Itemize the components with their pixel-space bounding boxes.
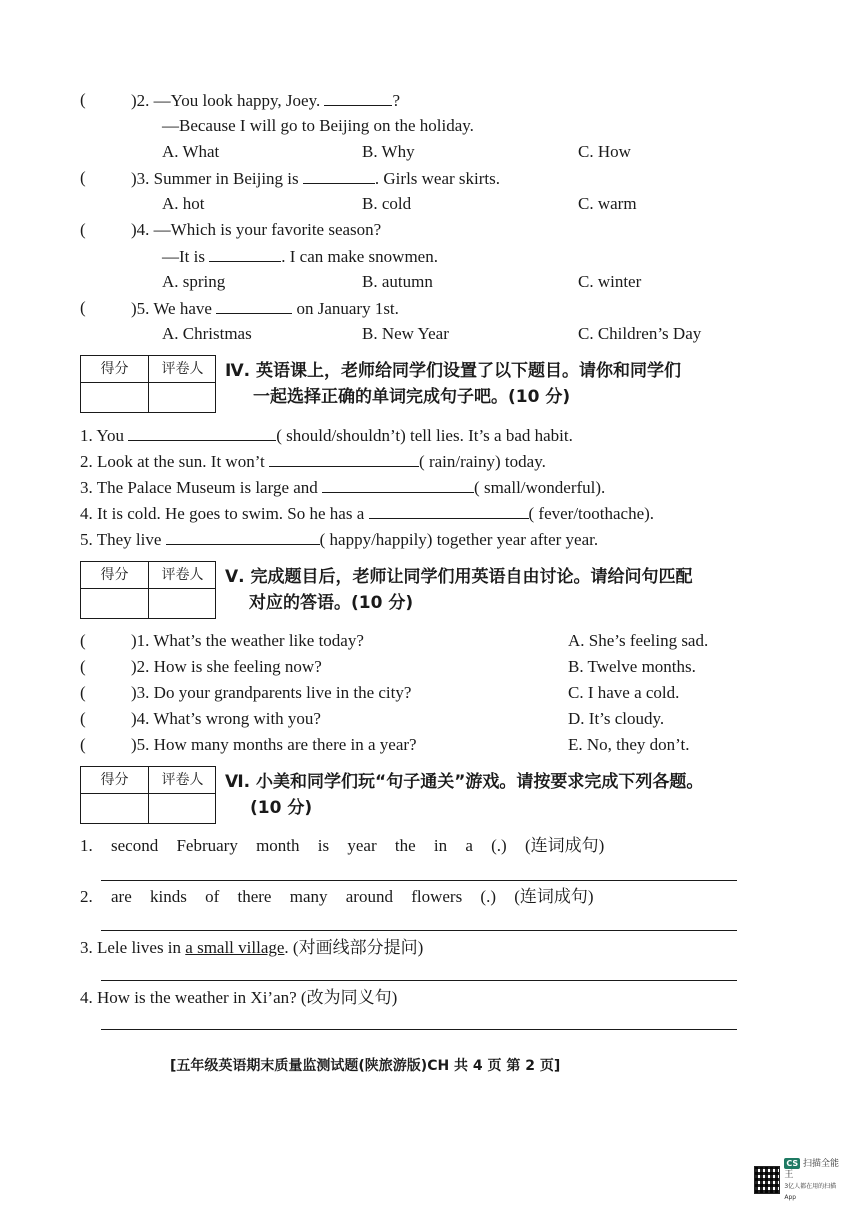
option-b: B. cold: [362, 194, 412, 213]
answer-paren[interactable]: (: [80, 631, 86, 650]
option-a: A. Christmas: [162, 324, 252, 343]
fill-blank[interactable]: [269, 450, 419, 467]
option-a: A. spring: [162, 272, 226, 291]
answer-line[interactable]: [101, 930, 737, 931]
q-stem: Summer in Beijing is: [153, 169, 303, 188]
rewrite-item-4: 4. How is the weather in Xi’an? (改为同义句): [80, 988, 398, 1007]
fill-blank[interactable]: [369, 502, 529, 519]
grader-label: 评卷人: [161, 567, 204, 583]
match-question-5: )5. How many months are there in a year?: [131, 735, 417, 754]
fill-blank[interactable]: [322, 476, 474, 493]
answer-paren[interactable]: (: [80, 709, 86, 728]
option-b: B. Why: [362, 142, 415, 161]
fill-item-3: 3. The Palace Museum is large and ( small/wonderful).: [80, 478, 606, 497]
grader-label: 评卷人: [161, 772, 204, 788]
section-4-title-line2: 一起选择正确的单词完成句子吧。(10 分): [253, 387, 571, 407]
answer-line[interactable]: [101, 880, 737, 881]
match-question-4: )4. What’s wrong with you?: [131, 709, 321, 728]
fill-item-2: 2. Look at the sun. It won’t ( rain/rainy) today.: [80, 452, 546, 471]
option-a: A. hot: [162, 194, 205, 213]
option-b: B. New Year: [362, 324, 449, 343]
score-label: 得分: [100, 772, 129, 788]
option-c: C. Children’s Day: [578, 324, 702, 343]
answer-paren[interactable]: (: [80, 683, 86, 702]
fill-item-1: 1. You ( should/shouldn’t) tell lies. It’s a bad habit.: [80, 426, 573, 445]
q-stem: We have: [153, 299, 217, 318]
fill-blank[interactable]: [324, 89, 392, 106]
score-box: [80, 355, 216, 413]
rewrite-item-1: 1. second February month is year the in a (.) (连词成句): [80, 836, 605, 855]
answer-paren[interactable]: (: [80, 220, 86, 239]
option-c: C. winter: [578, 272, 642, 291]
fill-blank[interactable]: [209, 245, 281, 262]
q-number: )5.: [131, 299, 150, 318]
match-answer-e: E. No, they don’t.: [568, 735, 690, 754]
option-c: C. warm: [578, 194, 637, 213]
fill-item-5: 5. They live ( happy/happily) together year after year.: [80, 530, 599, 549]
rewrite-item-3: 3. Lele lives in a small village. (对画线部分提问): [80, 938, 424, 957]
match-question-2: )2. How is she feeling now?: [131, 657, 322, 676]
answer-line[interactable]: [101, 980, 737, 981]
fill-item-4: 4. It is cold. He goes to swim. So he has a ( fever/toothache).: [80, 504, 655, 523]
section-4-title: Ⅳ. 英语课上，老师给同学们设置了以下题目。请你和同学们: [225, 361, 682, 381]
answer-line[interactable]: [101, 1029, 737, 1030]
rewrite-item-2: 2. are kinds of there many around flowers (.) (连词成句): [80, 887, 594, 906]
option-c: C. How: [578, 142, 631, 161]
q-number: )4.: [131, 220, 150, 239]
score-label: 得分: [100, 361, 129, 377]
answer-paren[interactable]: (: [80, 298, 86, 317]
answer-paren[interactable]: (: [80, 168, 86, 187]
match-question-1: )1. What’s the weather like today?: [131, 631, 364, 650]
option-a: A. What: [162, 142, 220, 161]
answer-paren[interactable]: (: [80, 735, 86, 754]
fill-blank[interactable]: [166, 528, 320, 545]
section-6-title: Ⅵ. 小美和同学们玩“句子通关”游戏。请按要求完成下列各题。: [225, 772, 704, 792]
answer-paren[interactable]: (: [80, 90, 86, 109]
grader-label: 评卷人: [161, 361, 204, 377]
q-stem: —You look happy, Joey.: [153, 91, 325, 110]
fill-blank[interactable]: [303, 167, 375, 184]
q-stem: —Which is your favorite season?: [153, 220, 382, 239]
q-number: )2.: [131, 91, 150, 110]
score-label: 得分: [100, 567, 129, 583]
section-5-title-line2: 对应的答语。(10 分): [249, 593, 414, 613]
underlined-phrase: a small village: [185, 938, 285, 957]
match-answer-d: D. It’s cloudy.: [568, 709, 665, 728]
match-answer-b: B. Twelve months.: [568, 657, 696, 676]
fill-blank[interactable]: [216, 297, 292, 314]
q-stem-line2: —Because I will go to Beijing on the holiday.: [162, 116, 474, 135]
section-6-title-line2: (10 分): [250, 798, 313, 818]
answer-paren[interactable]: (: [80, 657, 86, 676]
option-b: B. autumn: [362, 272, 433, 291]
fill-blank[interactable]: [128, 424, 276, 441]
page-footer: [五年级英语期末质量监测试题(陕旅游版)CH 共 4 页 第 2 页]: [170, 1058, 561, 1074]
score-box: [80, 561, 216, 619]
section-5-title: Ⅴ. 完成题目后，老师让同学们用英语自由讨论。请给问句匹配: [225, 567, 693, 587]
score-box: [80, 766, 216, 824]
scanner-logo: CS 扫描全能王 3亿人都在用的扫描App: [784, 1158, 840, 1201]
qr-code-icon: [754, 1166, 780, 1194]
q-number: )3.: [131, 169, 150, 188]
scanner-watermark: [754, 1158, 844, 1201]
match-answer-a: A. She’s feeling sad.: [568, 631, 709, 650]
match-question-3: )3. Do your grandparents live in the city?: [131, 683, 412, 702]
match-answer-c: C. I have a cold.: [568, 683, 680, 702]
